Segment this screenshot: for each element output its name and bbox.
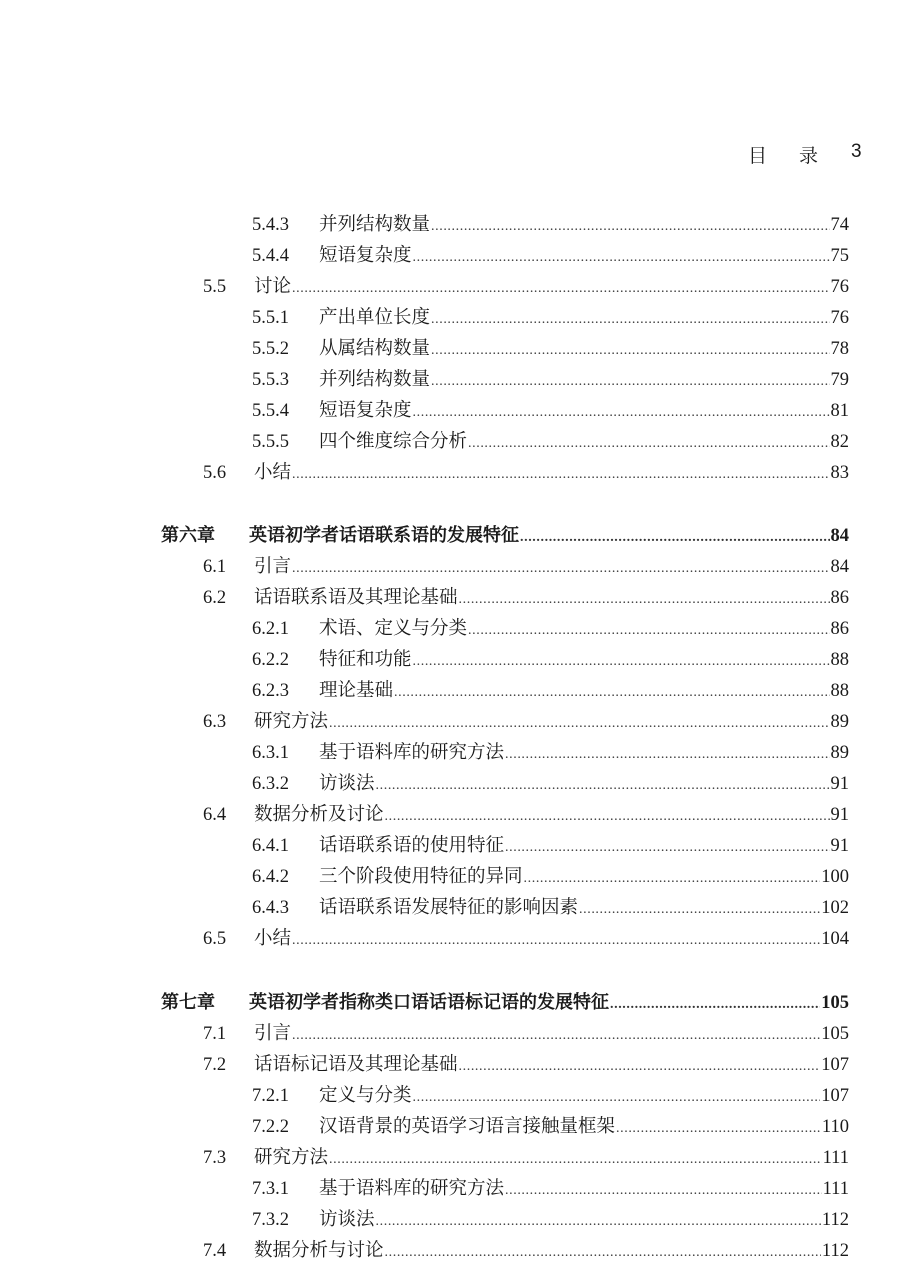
toc-entry-line xyxy=(254,272,849,304)
toc-entry-line xyxy=(319,645,849,677)
toc-page-number: 86 xyxy=(830,588,849,608)
toc-subsection-entry xyxy=(0,1174,900,1204)
toc-page-number: 91 xyxy=(830,805,849,825)
toc-number: 6.1 xyxy=(203,557,227,577)
toc-title: 话语标记语及其理论基础 xyxy=(254,1054,458,1075)
toc-number: 7.3 xyxy=(203,1148,227,1168)
dot-leader xyxy=(292,554,829,584)
toc-number: 5.4.4 xyxy=(252,246,289,266)
toc-entry-line xyxy=(319,1174,849,1206)
toc-title: 研究方法 xyxy=(254,711,329,732)
toc-section-entry xyxy=(0,924,900,954)
toc-number: 6.2.1 xyxy=(252,619,289,639)
toc-section-entry xyxy=(0,1143,900,1173)
toc-number: 6.5 xyxy=(203,929,227,949)
toc-entry-line xyxy=(249,988,849,1020)
toc-entry-line xyxy=(254,800,849,832)
toc-section-entry xyxy=(0,583,900,613)
toc-section-entry xyxy=(0,1050,900,1080)
toc-page-number: 104 xyxy=(821,929,849,949)
toc-section-entry xyxy=(0,707,900,737)
toc-page-number: 88 xyxy=(830,650,849,670)
toc-page-number: 89 xyxy=(830,712,849,732)
toc-entry-line xyxy=(319,769,849,801)
toc-title: 特征和功能 xyxy=(319,649,412,670)
toc-entry-line xyxy=(319,862,849,894)
toc-page-number: 88 xyxy=(830,681,849,701)
toc-title: 三个阶段使用特征的异同 xyxy=(319,866,523,887)
toc-page-number: 107 xyxy=(821,1055,849,1075)
toc-number: 5.5 xyxy=(203,277,227,297)
toc-number: 6.4.3 xyxy=(252,898,289,918)
toc-title: 产出单位长度 xyxy=(319,307,431,328)
toc-subsection-entry xyxy=(0,1205,900,1235)
toc-title: 讨论 xyxy=(254,276,292,297)
dot-leader xyxy=(579,895,820,925)
toc-entry-line xyxy=(319,893,849,925)
toc-number: 6.2.2 xyxy=(252,650,289,670)
toc-subsection-entry xyxy=(0,241,900,271)
toc-entry-line xyxy=(249,521,849,553)
toc-entry-line xyxy=(319,334,849,366)
toc-entry-line xyxy=(319,1112,849,1144)
toc-page-number: 107 xyxy=(821,1086,849,1106)
toc-entry-line xyxy=(254,458,849,490)
toc-page-number: 110 xyxy=(821,1117,849,1137)
toc-page-number: 100 xyxy=(821,867,849,887)
toc-number: 第六章 xyxy=(161,525,215,546)
toc-title: 数据分析与讨论 xyxy=(254,1240,384,1261)
toc-page-number: 82 xyxy=(830,432,849,452)
toc-number: 6.4.1 xyxy=(252,836,289,856)
toc-number: 5.5.3 xyxy=(252,370,289,390)
dot-leader xyxy=(376,771,830,801)
toc-number: 7.3.1 xyxy=(252,1179,289,1199)
dot-leader xyxy=(413,243,830,273)
toc-title: 术语、定义与分类 xyxy=(319,618,468,639)
dot-leader xyxy=(520,523,830,553)
dot-leader xyxy=(505,833,829,863)
toc-page-number: 83 xyxy=(830,463,849,483)
toc-page-number: 91 xyxy=(830,836,849,856)
toc-title: 短语复杂度 xyxy=(319,400,412,421)
toc-subsection-entry xyxy=(0,303,900,333)
toc-subsection-entry xyxy=(0,645,900,675)
toc-entry-line xyxy=(254,1236,849,1268)
toc-title: 定义与分类 xyxy=(319,1085,412,1106)
toc-entry-line xyxy=(254,583,849,615)
dot-leader xyxy=(524,864,821,894)
toc-title: 基于语料库的研究方法 xyxy=(319,1178,505,1199)
dot-leader xyxy=(385,1238,821,1268)
toc-title: 引言 xyxy=(254,1023,292,1044)
toc-page-number: 111 xyxy=(822,1179,849,1199)
toc-number: 7.1 xyxy=(203,1024,227,1044)
toc-page-number: 89 xyxy=(830,743,849,763)
toc-entry-line xyxy=(254,707,849,739)
toc-entry-line xyxy=(319,614,849,646)
toc-number: 6.4.2 xyxy=(252,867,289,887)
running-header-title: 目 录 xyxy=(748,145,832,167)
toc-page-number: 76 xyxy=(830,277,849,297)
page-number: 3 xyxy=(851,141,862,162)
dot-leader xyxy=(385,802,830,832)
toc-number: 7.4 xyxy=(203,1241,227,1261)
toc-subsection-entry xyxy=(0,614,900,644)
toc-page-number: 84 xyxy=(830,557,849,577)
toc-entry-line xyxy=(319,303,849,335)
toc-number: 7.3.2 xyxy=(252,1210,289,1230)
toc-page-number: 111 xyxy=(822,1148,849,1168)
toc-page-number: 105 xyxy=(821,993,849,1013)
dot-leader xyxy=(413,398,830,428)
dot-leader xyxy=(376,1207,821,1237)
dot-leader xyxy=(431,212,829,242)
toc-number: 5.5.5 xyxy=(252,432,289,452)
dot-leader xyxy=(468,429,829,459)
toc-entry-line xyxy=(319,1205,849,1237)
toc-subsection-entry xyxy=(0,1081,900,1111)
toc-subsection-entry xyxy=(0,769,900,799)
toc-number: 6.2 xyxy=(203,588,227,608)
toc-subsection-entry xyxy=(0,862,900,892)
dot-leader xyxy=(431,305,829,335)
toc-section-entry xyxy=(0,272,900,302)
toc-title: 英语初学者指称类口语话语标记语的发展特征 xyxy=(249,992,609,1013)
dot-leader xyxy=(292,1021,820,1051)
dot-leader xyxy=(468,616,829,646)
toc-entry-line xyxy=(254,1050,849,1082)
toc-section-entry xyxy=(0,552,900,582)
toc-title: 引言 xyxy=(254,556,292,577)
toc-title: 理论基础 xyxy=(319,680,394,701)
dot-leader xyxy=(394,678,829,708)
toc-page-number: 78 xyxy=(830,339,849,359)
dot-leader xyxy=(505,1176,822,1206)
toc-number: 5.6 xyxy=(203,463,227,483)
toc-subsection-entry xyxy=(0,831,900,861)
toc-title: 英语初学者话语联系语的发展特征 xyxy=(249,525,519,546)
toc-title: 话语联系语发展特征的影响因素 xyxy=(319,897,579,918)
toc-entry-line xyxy=(319,396,849,428)
dot-leader xyxy=(616,1114,821,1144)
toc-section-entry xyxy=(0,458,900,488)
toc-number: 7.2 xyxy=(203,1055,227,1075)
toc-title: 话语联系语的使用特征 xyxy=(319,835,505,856)
dot-leader xyxy=(459,585,830,615)
toc-page-number: 112 xyxy=(821,1210,849,1230)
toc-subsection-entry xyxy=(0,893,900,923)
running-header xyxy=(0,141,900,165)
toc-subsection-entry xyxy=(0,396,900,426)
toc-title: 小结 xyxy=(254,462,292,483)
toc-section-entry xyxy=(0,1236,900,1266)
toc-page-number: 75 xyxy=(830,246,849,266)
toc-title: 从属结构数量 xyxy=(319,338,431,359)
toc-page-number: 74 xyxy=(830,215,849,235)
toc-title: 研究方法 xyxy=(254,1147,329,1168)
toc-subsection-entry xyxy=(0,365,900,395)
toc-entry-line xyxy=(319,241,849,273)
toc-number: 6.2.3 xyxy=(252,681,289,701)
toc-subsection-entry xyxy=(0,427,900,457)
toc-entry-line xyxy=(254,1019,849,1051)
dot-leader xyxy=(329,1145,822,1175)
toc-page-number: 81 xyxy=(830,401,849,421)
toc-number: 7.2.1 xyxy=(252,1086,289,1106)
toc-page-number: 76 xyxy=(830,308,849,328)
toc-page-number: 102 xyxy=(821,898,849,918)
toc-number: 6.3.2 xyxy=(252,774,289,794)
toc-entry-line xyxy=(319,831,849,863)
toc-number: 6.3.1 xyxy=(252,743,289,763)
dot-leader xyxy=(505,740,829,770)
toc-subsection-entry xyxy=(0,676,900,706)
toc-number: 5.5.2 xyxy=(252,339,289,359)
toc-subsection-entry xyxy=(0,738,900,768)
toc-title: 并列结构数量 xyxy=(319,369,431,390)
toc-page-number: 86 xyxy=(830,619,849,639)
toc-page-number: 105 xyxy=(821,1024,849,1044)
dot-leader xyxy=(610,990,820,1020)
toc-page-number: 112 xyxy=(821,1241,849,1261)
dot-leader xyxy=(292,460,829,490)
toc-page-number: 79 xyxy=(830,370,849,390)
toc-number: 5.5.1 xyxy=(252,308,289,328)
dot-leader xyxy=(431,336,829,366)
toc-section-entry xyxy=(0,1019,900,1049)
dot-leader xyxy=(292,274,829,304)
toc-entry-line xyxy=(254,1143,849,1175)
toc-subsection-entry xyxy=(0,1112,900,1142)
toc-chapter-entry xyxy=(0,521,900,551)
toc-entry-line xyxy=(254,552,849,584)
toc-number: 6.4 xyxy=(203,805,227,825)
toc-title: 汉语背景的英语学习语言接触量框架 xyxy=(319,1116,616,1137)
dot-leader xyxy=(413,647,830,677)
toc-page-number: 91 xyxy=(830,774,849,794)
toc-number: 6.3 xyxy=(203,712,227,732)
toc-title: 基于语料库的研究方法 xyxy=(319,742,505,763)
dot-leader xyxy=(413,1083,821,1113)
toc-number: 5.5.4 xyxy=(252,401,289,421)
toc-subsection-entry xyxy=(0,210,900,240)
toc-entry-line xyxy=(319,676,849,708)
toc-subsection-entry xyxy=(0,334,900,364)
toc-title: 小结 xyxy=(254,928,292,949)
dot-leader xyxy=(292,926,820,956)
toc-section-entry xyxy=(0,800,900,830)
toc-title: 数据分析及讨论 xyxy=(254,804,384,825)
toc-entry-line xyxy=(319,1081,849,1113)
toc-title: 访谈法 xyxy=(319,1209,375,1230)
toc-page-number: 84 xyxy=(830,526,849,546)
toc-entry-line xyxy=(319,427,849,459)
toc-entry-line xyxy=(319,738,849,770)
toc-entry-line xyxy=(254,924,849,956)
toc-title: 访谈法 xyxy=(319,773,375,794)
toc-number: 7.2.2 xyxy=(252,1117,289,1137)
dot-leader xyxy=(459,1052,821,1082)
toc-number: 5.4.3 xyxy=(252,215,289,235)
dot-leader xyxy=(329,709,829,739)
toc-entry-line xyxy=(319,210,849,242)
toc-title: 话语联系语及其理论基础 xyxy=(254,587,458,608)
toc-title: 四个维度综合分析 xyxy=(319,431,468,452)
toc-number: 第七章 xyxy=(161,992,215,1013)
dot-leader xyxy=(431,367,829,397)
toc-title: 短语复杂度 xyxy=(319,245,412,266)
toc-chapter-entry xyxy=(0,988,900,1018)
toc-entry-line xyxy=(319,365,849,397)
toc-title: 并列结构数量 xyxy=(319,214,431,235)
